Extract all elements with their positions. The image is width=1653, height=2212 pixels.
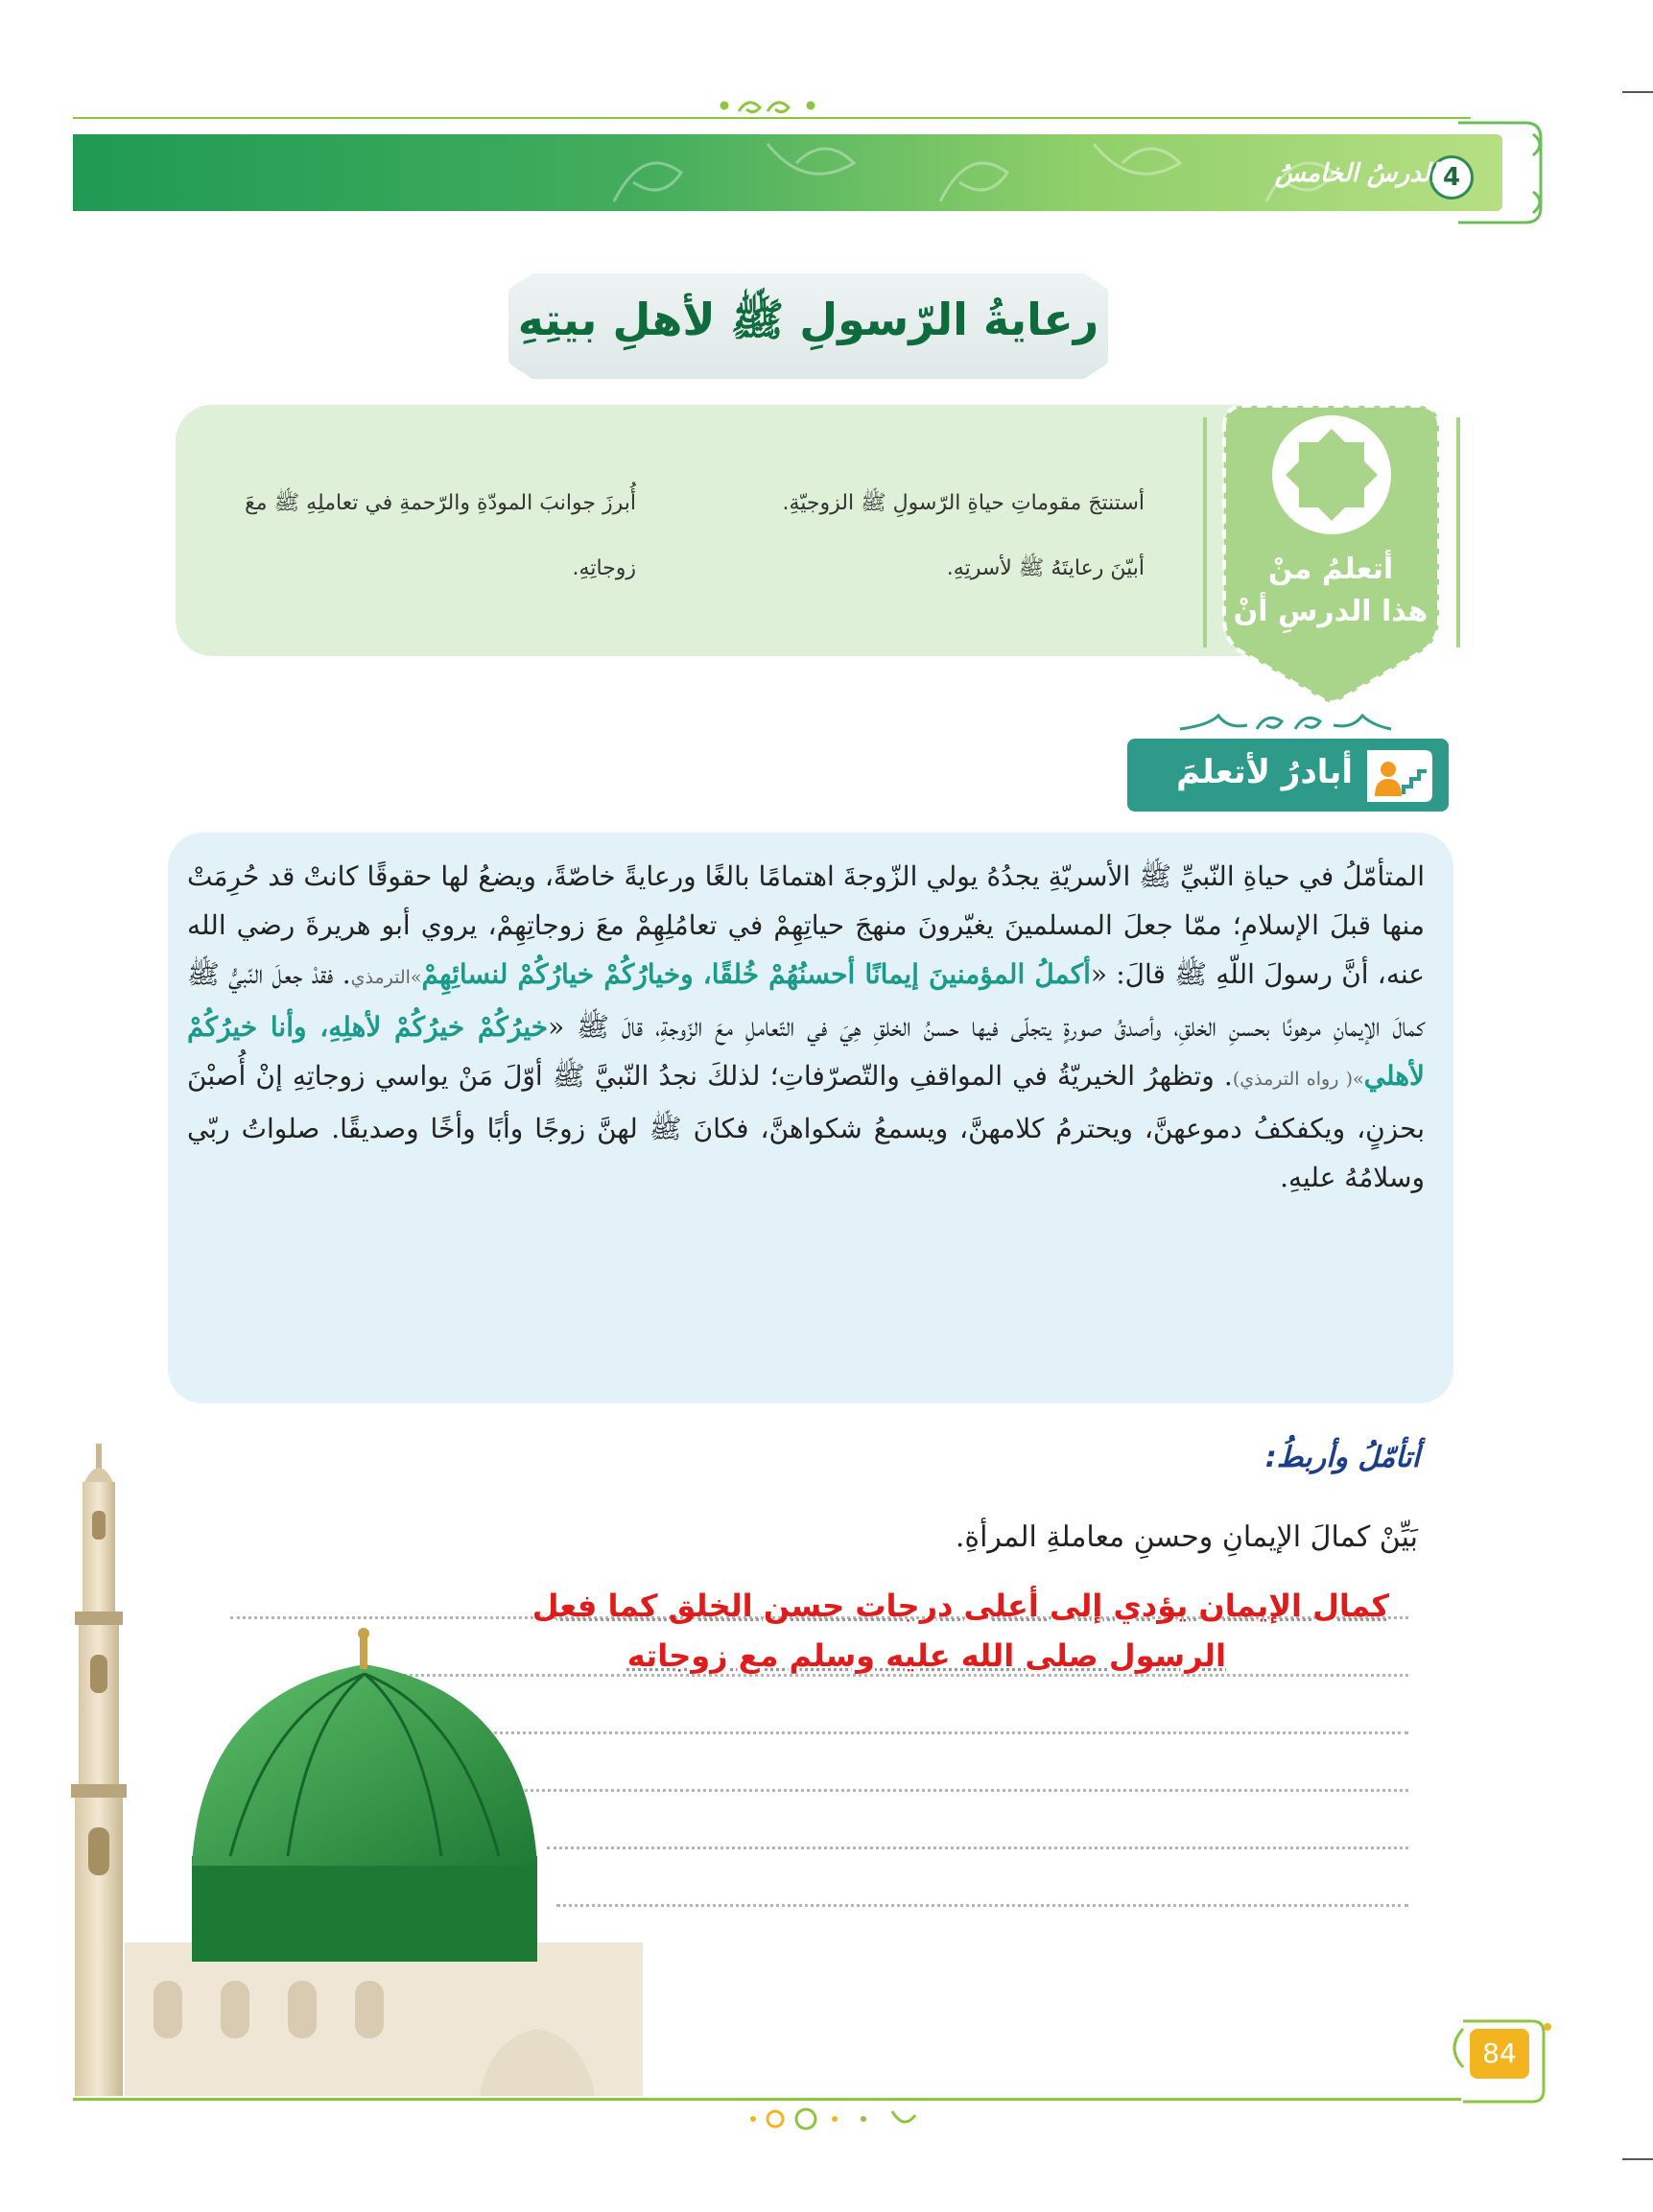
answer-line1: كمال الإيمان يؤدي إلى أعلى درجات حسن الخلق كما فعل <box>531 1588 1389 1624</box>
lesson-paragraph <box>187 852 1425 1202</box>
paragraph-part: المتأمّلُ في حياةِ النّبيِّ ﷺ الأسريّةِ يجدُهُ يولي الزّوجةَ اهتمامًا بالغًا ورعايةً خاصّةً، ويضعُ لها حقوقًا كانتْ قد حُرِمَتْ منها قبلَ الإسلامِ؛ ممّا جعلَ المسلمينَ يغيّرونَ منهجَ حياتِهِمْ في تعامُلِهِمْ معَ زوجاتِهِمْ، يروي أبو هريرةَ رضي الله عنه، أنَّ رسولَ اللّهِ ﷺ قالَ: « <box>187 860 1426 990</box>
objectives-badge <box>1197 379 1466 705</box>
objective-item: أستنتجَ مقوماتِ حياةِ الرّسولِ ﷺ الزوجيّةِ. <box>782 491 1145 515</box>
bottom-ornament-icon <box>739 2106 931 2134</box>
lesson-number-badge: 4 <box>1429 155 1474 200</box>
top-ornament-icon <box>705 92 839 119</box>
answer-line <box>547 1847 1408 1849</box>
hadith-reference: »( رواه الترمذي) <box>1232 1069 1364 1090</box>
answer-line <box>556 1904 1408 1907</box>
paragraph-part: . وتظهرُ الخيريّةُ في المواقفِ والتّصرّفاتِ؛ لذلكَ نجدُ النّبيَّ ﷺ أوّلَ مَنْ يواسي زوجاتِهِ إنْ أُصبْنَ بحزنٍ، ويكفكفُ دموعهنَّ، ويحترمُ كلامهنَّ، ويسمعُ شكواهنَّ، فكانَ ﷺ لهنَّ زوجًا وأبًا وأخًا وصديقًا. صلواتُ ربّي وسلامُهُ عليهِ. <box>187 1060 1425 1193</box>
page-number: 84 <box>1470 2029 1529 2079</box>
page-title: رعايةُ الرّسولِ ﷺ لأهلِ بيتِهِ <box>517 294 1099 345</box>
answer-line2: الرسول صلى الله عليه وسلم مع زوجاته <box>626 1637 1226 1674</box>
answer-line <box>518 1789 1408 1792</box>
objectives-badge-title <box>1211 549 1451 633</box>
crop-mark-bottom <box>1622 2158 1653 2160</box>
hadith-reference: »الترمذي <box>350 967 422 988</box>
crop-mark-top <box>1622 91 1653 93</box>
badge-title-line2: هذا الدرسِ أنْ <box>1233 595 1429 628</box>
learner-stairs-icon <box>1358 746 1434 806</box>
prophets-mosque-image <box>67 1405 643 2096</box>
reflect-question: بَيِّنْ كمالَ الإيمانِ وحسنِ معاملةِ المرأةِ. <box>955 1520 1418 1554</box>
lesson-label: الدرسُ الخامسُ <box>1274 159 1437 188</box>
paragraph-part: . فقدْ جعلَ النّبيُّ ﷺ كمالَ الإيمانِ مرهونًا بحسنِ الخلقِ، وأصدقُ صورةٍ يتجلّى فيها حسنُ الخلقِ هِيَ في التّعاملِ معَ الزّوجةِ، قالَ ﷺ « <box>187 958 1426 1043</box>
objectives-box <box>176 405 1274 656</box>
hadith-quote: أكملُ المؤمنينَ إيمانًا أحسنُهُمْ خُلقًا، وخيارُكُمْ خيارُكُمْ لنسائِهِمْ <box>421 958 1091 990</box>
section-ornament-icon <box>1170 708 1401 735</box>
start-learning-label: أبادرُ لأتعلمَ <box>1176 753 1353 791</box>
objective-item: أُبرزَ جوانبَ المودّةِ والرّحمةِ في تعاملِهِ ﷺ معَ <box>245 491 636 515</box>
reflect-title: أتأمّلُ وأربطُ: <box>1264 1441 1420 1474</box>
badge-title-line1: أتعلمُ منْ <box>1267 553 1394 586</box>
bottom-divider <box>73 2098 1461 2101</box>
hadith-quote: خيرُكُمْ خيرُكُمْ لأهلِهِ، وأنا خيرُكُمْ لأهلي <box>187 1011 1426 1092</box>
objective-item: أبيّنَ رعايتَهُ ﷺ لأسرتِهِ. <box>946 556 1145 580</box>
objective-item: زوجاتِهِ. <box>572 556 636 580</box>
